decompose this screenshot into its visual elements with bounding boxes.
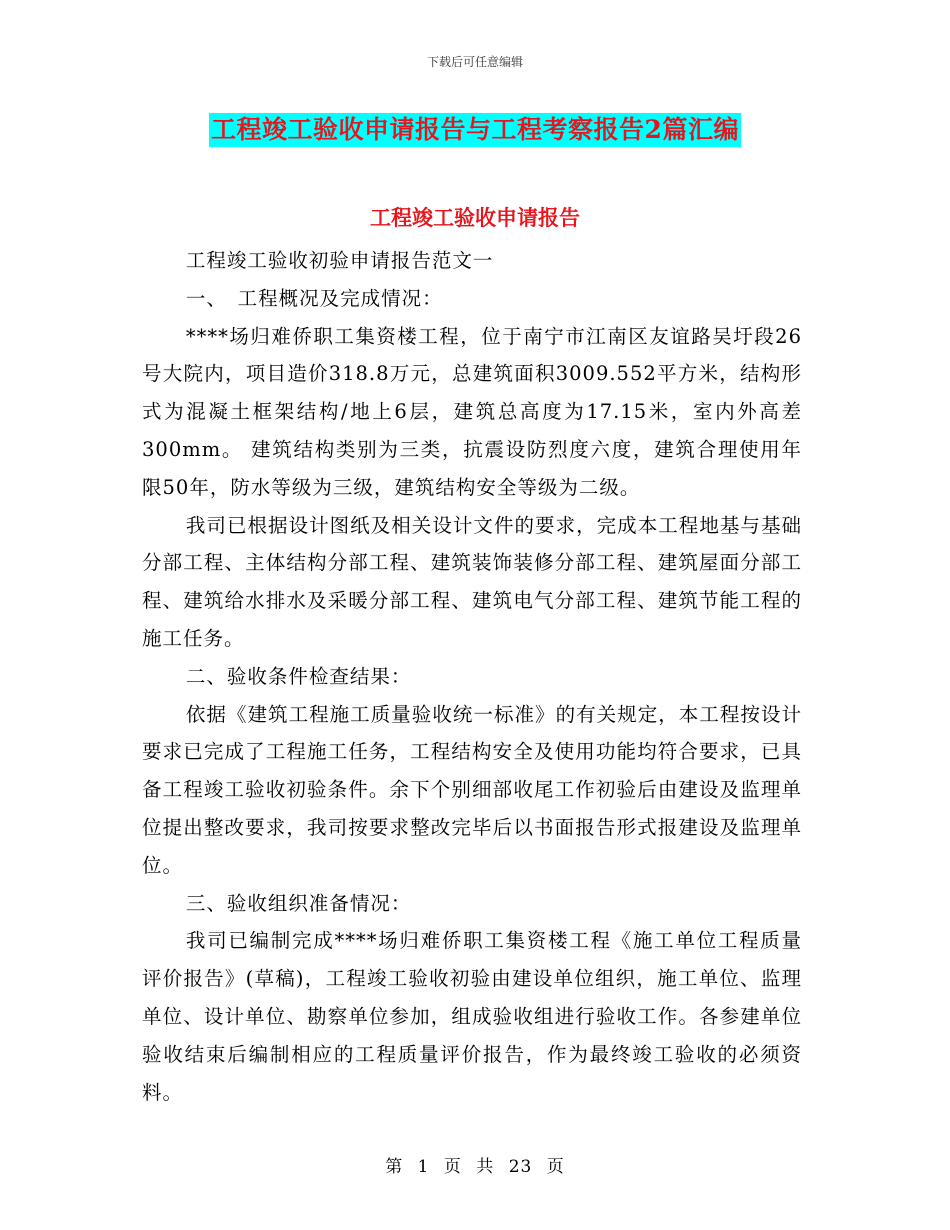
paragraph-subtitle: 工程竣工验收初验申请报告范文一 [185,249,494,272]
paragraph-heading-3: 三、验收组织准备情况： [185,891,412,915]
document-title-text: 工程竣工验收申请报告与工程考察报告2篇汇编 [209,113,741,147]
total-prefix: 共 [476,1157,495,1177]
page-prefix: 第 [385,1157,404,1177]
total-pages: 23 [508,1157,533,1177]
total-unit: 页 [546,1157,565,1177]
page-unit: 页 [443,1157,462,1177]
paragraph-completion: 我司已根据设计图纸及相关设计文件的要求，完成本工程地基与基础分部工程、主体结构分部工程、建筑装饰装修分部工程、建筑屋面分部工程、建筑给水排水及采暖分部工程、建筑电气分部工程、建筑节能工程的施工任务。 [142,513,802,650]
paragraph-overview: ****场归难侨职工集资楼工程，位于南宁市江南区友谊路吴圩段26号大院内，项目造价318.8万元，总建筑面积3009.552平方米，结构形式为混凝土框架结构/地上6层，建筑总高度为17.15米，室内外高差300mm。 建筑结构类别为三类，抗震设防烈度六度，建筑合理使用年限50年，防水等级为三级，建筑结构安全等级为二级。 [142,324,802,499]
section-title: 工程竣工验收申请报告 [370,205,580,230]
paragraph-inspection: 依据《建筑工程施工质量验收统一标准》的有关规定，本工程按设计要求已完成了工程施工任务，工程结构安全及使用功能均符合要求，已具备工程竣工验收初验条件。余下个别细部收尾工作初验后由建设及监理单位提出整改要求，我司按要求整改完毕后以书面报告形式报建设及监理单位。 [142,702,802,877]
paragraph-heading-1: 一、 工程概况及完成情况： [185,286,443,310]
paragraph-heading-2: 二、验收条件检查结果： [185,664,412,688]
document-body [142,242,802,1111]
page-footer [0,1152,950,1177]
paragraph-organization: 我司已编制完成****场归难侨职工集资楼工程《施工单位工程质量评价报告》(草稿)，工程竣工验收初验由建设单位组织，施工单位、监理单位、设计单位、勘察单位参加，组成验收组进行验收工作。各参建单位验收结束后编制相应的工程质量评价报告，作为最终竣工验收的必须资料。 [142,929,802,1104]
document-title [0,113,950,147]
page-header-note: 下载后可任意编辑 [426,55,523,69]
page-number: 1 [417,1157,430,1177]
